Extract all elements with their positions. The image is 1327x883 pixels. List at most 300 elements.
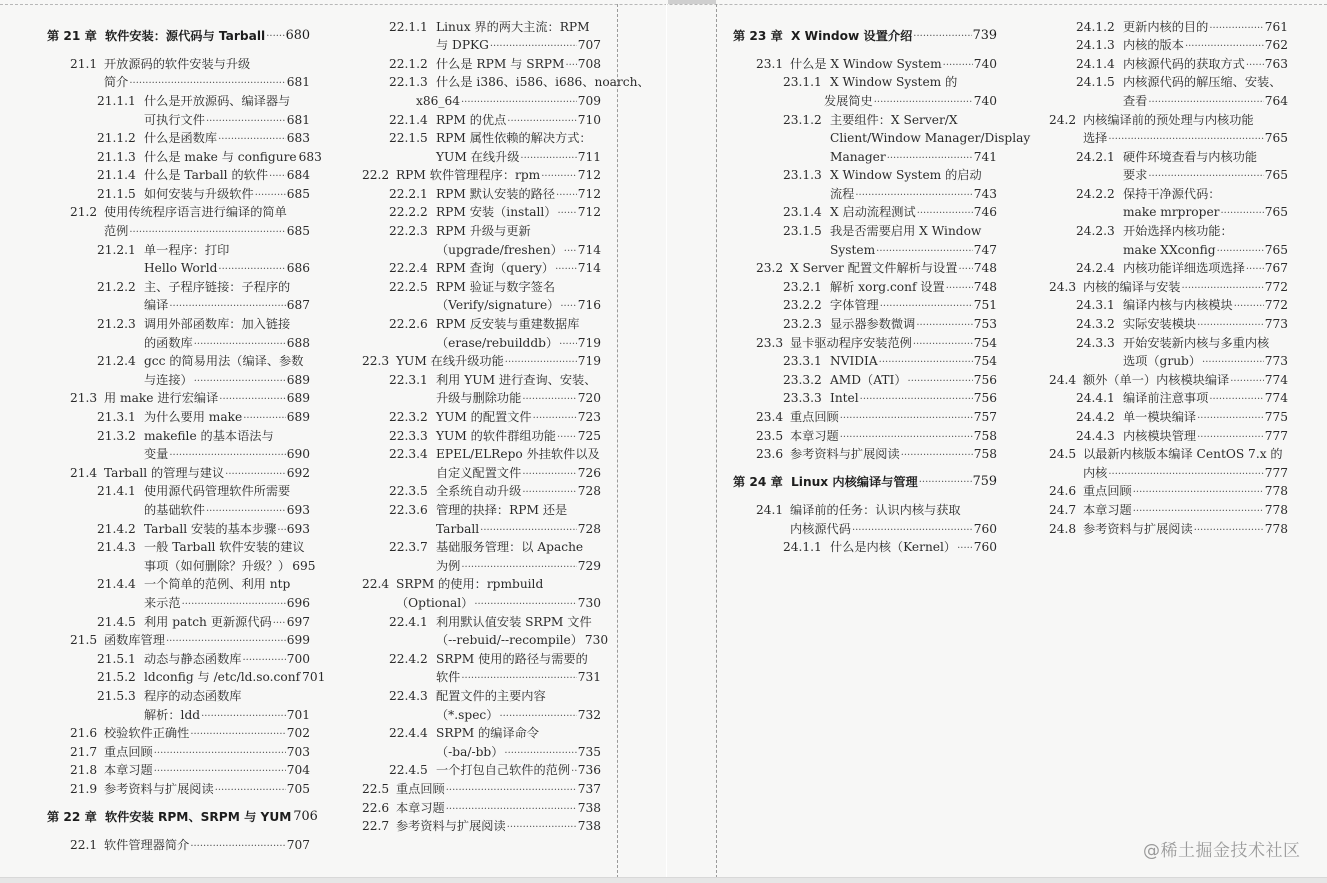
toc-page-number: 773: [1264, 354, 1288, 368]
toc-title: 开始安装新内核与多重内核: [1123, 336, 1270, 350]
toc-number: 24.8: [1049, 522, 1077, 536]
dot-leader: [919, 473, 972, 491]
dot-leader: [908, 371, 973, 389]
toc-number: 24.1: [756, 503, 784, 517]
toc-subsection-entry[interactable]: [389, 129, 601, 147]
toc-number: 21.5.3: [97, 689, 136, 703]
toc-subsection-entry[interactable]: [389, 389, 601, 407]
dot-leader: [218, 129, 286, 147]
dot-leader: [1230, 371, 1263, 389]
toc-page-number: 696: [286, 596, 310, 610]
toc-subsection-entry[interactable]: [1076, 352, 1288, 370]
toc-subsection-entry[interactable]: [97, 129, 310, 147]
toc-section-entry[interactable]: [70, 389, 310, 407]
toc-section-entry[interactable]: [362, 594, 601, 612]
toc-number: 23.1.4: [783, 205, 822, 219]
toc-title: 单一模块编译: [1123, 410, 1197, 424]
toc-subsection-entry[interactable]: [97, 520, 310, 538]
toc-subsection-entry[interactable]: [389, 501, 601, 519]
toc-page-number: 753: [973, 317, 997, 331]
toc-section-entry[interactable]: [70, 780, 310, 798]
toc-title: 什么是开放源码、编译器与: [144, 94, 291, 108]
toc-title: 编译前注意事项: [1123, 391, 1209, 405]
toc-title: 什么是内核（Kernel）: [830, 540, 957, 554]
toc-subsection-entry[interactable]: [97, 166, 310, 184]
toc-title: 流程: [830, 187, 855, 201]
toc-subsection-entry[interactable]: [1076, 36, 1288, 54]
toc-page-number: 765: [1264, 205, 1288, 219]
page-fold-line-right: [716, 4, 717, 878]
toc-number: 24.3: [1049, 280, 1077, 294]
toc-section-entry[interactable]: [70, 836, 310, 854]
toc-number: 22.2.1: [389, 187, 428, 201]
toc-subsection-entry[interactable]: [389, 631, 609, 649]
toc-subsection-entry[interactable]: [1076, 92, 1288, 110]
toc-subsection-entry[interactable]: [389, 482, 601, 500]
toc-title: 一般 Tarball 软件安装的建议: [144, 540, 305, 554]
dot-leader: [215, 780, 286, 798]
toc-title: YUM 在线升级功能: [396, 354, 504, 368]
toc-section-entry[interactable]: [70, 464, 310, 482]
dot-leader: [446, 780, 577, 798]
toc-subsection-entry[interactable]: [1076, 203, 1288, 221]
toc-title: 管理的抉择：RPM 还是: [436, 503, 568, 517]
toc-title: 什么是 make 与 configure: [144, 150, 297, 164]
toc-title: 查看: [1123, 94, 1148, 108]
toc-subsection-entry[interactable]: [97, 148, 322, 166]
toc-title: 编译前的任务：认识内核与获取: [790, 503, 961, 517]
toc-section-entry[interactable]: [756, 427, 997, 445]
toc-page-number: 712: [577, 168, 601, 182]
toc-subsection-entry[interactable]: [783, 185, 997, 203]
toc-page-number: 758: [973, 447, 997, 461]
toc-page-number: 760: [973, 522, 997, 536]
toc-subsection-entry[interactable]: [97, 445, 310, 463]
toc-title: 什么是 RPM 与 SRPM: [436, 57, 565, 71]
toc-subsection-entry[interactable]: [389, 408, 601, 426]
toc-title: 参考资料与扩展阅读: [790, 447, 900, 461]
toc-number: 21.2.4: [97, 354, 136, 368]
dot-leader: [218, 259, 285, 277]
toc-number: 22.3.4: [389, 447, 428, 461]
toc-subsection-entry[interactable]: [389, 427, 601, 445]
toc-page-number: 685: [286, 187, 310, 201]
toc-number: 23.2: [756, 261, 784, 275]
toc-subsection-entry[interactable]: [389, 613, 601, 631]
toc-subsection-entry[interactable]: [1076, 55, 1288, 73]
toc-subsection-entry[interactable]: [389, 687, 601, 705]
dot-leader: [269, 166, 286, 184]
toc-subsection-entry[interactable]: [1076, 427, 1288, 445]
dot-leader: [190, 724, 285, 742]
toc-page-number: 683: [286, 131, 310, 145]
toc-page-number: 778: [1264, 484, 1288, 498]
toc-section-entry[interactable]: [756, 259, 997, 277]
toc-subsection-entry[interactable]: [97, 650, 310, 668]
toc-number: 第 22 章: [47, 810, 97, 824]
toc-number: 23.1.2: [783, 113, 822, 127]
toc-page-number: 707: [286, 838, 310, 852]
toc-subsection-entry[interactable]: [783, 203, 997, 221]
toc-section-entry[interactable]: [362, 575, 601, 593]
dot-leader: [169, 296, 285, 314]
toc-section-entry[interactable]: [70, 222, 310, 240]
toc-subsection-entry[interactable]: [1076, 18, 1288, 36]
toc-subsection-entry[interactable]: [97, 706, 310, 724]
toc-subsection-entry[interactable]: [97, 111, 310, 129]
toc-page-number: 772: [1264, 298, 1288, 312]
toc-title: 使用源代码管理软件所需要: [144, 484, 291, 498]
toc-title: 解析：ldd: [144, 708, 201, 722]
toc-subsection-entry[interactable]: [97, 185, 310, 203]
toc-page-number: 748: [973, 261, 997, 275]
toc-number: 22.3.7: [389, 540, 428, 554]
toc-section-entry[interactable]: [362, 166, 601, 184]
toc-page-number: 710: [577, 113, 601, 127]
toc-subsection-entry[interactable]: [389, 185, 601, 203]
toc-section-entry[interactable]: [70, 73, 310, 91]
toc-subsection-entry[interactable]: [389, 650, 601, 668]
toc-page-number: 778: [1264, 522, 1288, 536]
toc-subsection-entry[interactable]: [389, 259, 601, 277]
toc-subsection-entry[interactable]: [389, 148, 601, 166]
toc-subsection-entry[interactable]: [1076, 315, 1288, 333]
toc-subsection-entry[interactable]: [97, 408, 310, 426]
toc-section-entry[interactable]: [70, 631, 310, 649]
dot-leader: [958, 259, 972, 277]
dot-leader: [505, 352, 577, 370]
toc-number: 21.4.2: [97, 522, 136, 536]
toc-section-entry[interactable]: [756, 55, 997, 73]
toc-title: Linux 内核编译与管理: [791, 475, 918, 489]
toc-section-entry[interactable]: [362, 817, 601, 835]
dot-leader: [879, 352, 973, 370]
toc-number: 24.7: [1049, 503, 1077, 517]
toc-page-number: 708: [577, 57, 601, 71]
toc-title: （-ba/-bb）: [436, 745, 504, 759]
toc-subsection-entry[interactable]: [783, 241, 997, 259]
toc-title: 更新内核的目的: [1123, 20, 1209, 34]
toc-subsection-entry[interactable]: [1076, 334, 1288, 352]
toc-subsection-entry[interactable]: [1076, 73, 1288, 91]
toc-subsection-entry[interactable]: [389, 706, 601, 724]
toc-subsection-entry[interactable]: [389, 278, 601, 296]
toc-subsection-entry[interactable]: [97, 575, 310, 593]
toc-subsection-entry[interactable]: [1076, 166, 1288, 184]
toc-title: 内核: [1083, 466, 1108, 480]
toc-chapter-entry[interactable]: [47, 27, 310, 45]
toc-subsection-entry[interactable]: [1076, 296, 1288, 314]
toc-title: Linux 界的两大主流：RPM: [436, 20, 590, 34]
toc-subsection-entry[interactable]: [783, 222, 997, 240]
toc-subsection-entry[interactable]: [389, 296, 601, 314]
toc-subsection-entry[interactable]: [783, 371, 997, 389]
toc-number: 21.5.1: [97, 652, 136, 666]
toc-number: 22.2.2: [389, 205, 428, 219]
toc-number: 22.5: [362, 782, 390, 796]
toc-subsection-entry[interactable]: [389, 315, 601, 333]
toc-section-entry[interactable]: [70, 743, 310, 761]
toc-page-number: 728: [577, 522, 601, 536]
dot-leader: [1209, 18, 1263, 36]
toc-page-number: 690: [286, 447, 310, 461]
toc-subsection-entry[interactable]: [389, 724, 601, 742]
toc-subsection-entry[interactable]: [97, 278, 310, 296]
toc-section-entry[interactable]: [1049, 464, 1288, 482]
toc-subsection-entry[interactable]: [97, 482, 310, 500]
dot-leader: [1108, 464, 1263, 482]
toc-page-number: 765: [1264, 168, 1288, 182]
toc-title: 内核的编译与安装: [1083, 280, 1181, 294]
toc-subsection-entry[interactable]: [97, 501, 310, 519]
toc-title: RPM 安装（install）: [436, 205, 557, 219]
dot-leader: [901, 445, 973, 463]
toc-number: 24.2.4: [1076, 261, 1115, 275]
dot-leader: [1246, 55, 1264, 73]
toc-page-number: 726: [577, 466, 601, 480]
toc-title: 内核源代码的解压缩、安装、: [1123, 75, 1282, 89]
toc-page-number: 732: [577, 708, 601, 722]
toc-subsection-entry[interactable]: [783, 538, 997, 556]
toc-subsection-entry[interactable]: [97, 352, 310, 370]
toc-subsection-entry[interactable]: [389, 203, 601, 221]
toc-section-entry[interactable]: [1049, 278, 1288, 296]
toc-page-number: 738: [577, 801, 601, 815]
toc-title: Tarball: [436, 522, 480, 536]
toc-title: RPM 的优点: [436, 113, 507, 127]
toc-title: Tarball 安装的基本步骤: [144, 522, 277, 536]
toc-section-entry[interactable]: [756, 520, 997, 538]
toc-subsection-entry[interactable]: [783, 148, 997, 166]
toc-title: 范例: [104, 224, 129, 238]
toc-subsection-entry[interactable]: [97, 594, 310, 612]
toc-section-entry[interactable]: [756, 501, 997, 519]
toc-subsection-entry[interactable]: [389, 111, 601, 129]
toc-subsection-entry[interactable]: [1076, 241, 1288, 259]
toc-title: 可执行文件: [144, 113, 205, 127]
toc-number: 21.1.2: [97, 131, 136, 145]
toc-subsection-entry[interactable]: [783, 389, 997, 407]
dot-leader: [225, 464, 286, 482]
toc-subsection-entry[interactable]: [389, 557, 601, 575]
toc-subsection-entry[interactable]: [783, 296, 997, 314]
toc-subsection-entry[interactable]: [389, 668, 601, 686]
toc-section-entry[interactable]: [1049, 445, 1288, 463]
toc-subsection-entry[interactable]: [389, 222, 601, 240]
toc-subsection-entry[interactable]: [389, 520, 601, 538]
toc-title: SRPM 的使用：rpmbuild: [396, 577, 544, 591]
toc-subsection-entry[interactable]: [783, 92, 997, 110]
dot-leader: [446, 799, 577, 817]
dot-leader: [533, 408, 577, 426]
toc-page-number: 692: [286, 466, 310, 480]
toc-subsection-entry[interactable]: [1076, 148, 1288, 166]
toc-number: 24.2: [1049, 113, 1077, 127]
toc-section-entry[interactable]: [756, 334, 997, 352]
toc-title: 单一程序：打印: [144, 243, 230, 257]
toc-section-entry[interactable]: [756, 445, 997, 463]
toc-page-number: 688: [286, 336, 310, 350]
toc-page-number: 774: [1264, 391, 1288, 405]
toc-number: 24.1.1: [783, 540, 822, 554]
toc-subsection-entry[interactable]: [1076, 259, 1288, 277]
toc-page-number: 756: [973, 373, 997, 387]
toc-number: 23.3: [756, 336, 784, 350]
toc-title: 与 DPKG: [436, 38, 489, 52]
toc-page-number: 731: [577, 670, 601, 684]
toc-page-number: 746: [973, 205, 997, 219]
toc-title: 使用传统程序语言进行编译的简单: [104, 205, 287, 219]
toc-subsection-entry[interactable]: [97, 334, 310, 352]
toc-title: ldconfig 与 /etc/ld.so.conf: [144, 670, 301, 684]
toc-title: Intel: [830, 391, 859, 405]
toc-subsection-entry[interactable]: [389, 538, 601, 556]
toc-subsection-entry[interactable]: [97, 557, 316, 575]
dot-leader: [556, 185, 577, 203]
toc-page-number: 758: [973, 429, 997, 443]
toc-section-entry[interactable]: [1049, 501, 1288, 519]
toc-section-entry[interactable]: [70, 203, 310, 221]
toc-subsection-entry[interactable]: [97, 371, 310, 389]
dot-leader: [1194, 520, 1264, 538]
toc-title: 调用外部函数库：加入链接: [144, 317, 291, 331]
toc-chapter-entry[interactable]: [47, 808, 318, 826]
page-top-tab: [668, 0, 716, 4]
dot-leader: [480, 520, 577, 538]
toc-title: YUM 的配置文件: [436, 410, 532, 424]
toc-section-entry[interactable]: [1049, 111, 1288, 129]
toc-subsection-entry[interactable]: [97, 538, 310, 556]
toc-section-entry[interactable]: [70, 55, 310, 73]
toc-subsection-entry[interactable]: [389, 464, 601, 482]
toc-chapter-entry[interactable]: [733, 473, 997, 491]
toc-subsection-entry[interactable]: [97, 613, 310, 631]
toc-number: 24.1.5: [1076, 75, 1115, 89]
dot-leader: [474, 594, 576, 612]
toc-subsection-entry[interactable]: [389, 371, 601, 389]
toc-subsection-entry[interactable]: [389, 73, 650, 91]
toc-subsection-entry[interactable]: [97, 315, 310, 333]
toc-number: 23.1: [756, 57, 784, 71]
toc-subsection-entry[interactable]: [389, 241, 601, 259]
toc-subsection-entry[interactable]: [97, 427, 310, 445]
toc-subsection-entry[interactable]: [389, 92, 601, 110]
toc-subsection-entry[interactable]: [97, 241, 310, 259]
toc-subsection-entry[interactable]: [1076, 222, 1288, 240]
dot-leader: [520, 148, 576, 166]
toc-number: 24.2.3: [1076, 224, 1115, 238]
toc-subsection-entry[interactable]: [97, 259, 310, 277]
toc-title: （Verify/signature）: [436, 298, 560, 312]
toc-page-number: 740: [973, 94, 997, 108]
toc-page-number: 754: [973, 354, 997, 368]
toc-title: （*.spec）: [436, 708, 499, 722]
toc-number: 22.1.2: [389, 57, 428, 71]
toc-title: 内核源代码的获取方式: [1123, 57, 1245, 71]
toc-subsection-entry[interactable]: [389, 36, 601, 54]
toc-subsection-entry[interactable]: [97, 668, 326, 686]
toc-chapter-entry[interactable]: [733, 27, 997, 45]
toc-subsection-entry[interactable]: [783, 278, 997, 296]
toc-number: 23.4: [756, 410, 784, 424]
toc-title: 重点回顾: [790, 410, 839, 424]
toc-title: RPM 默认安装的路径: [436, 187, 556, 201]
toc-section-entry[interactable]: [1049, 482, 1288, 500]
toc-subsection-entry[interactable]: [389, 18, 601, 36]
toc-number: 第 24 章: [733, 475, 783, 489]
toc-title: 什么是 i386、i586、i686、noarch、: [436, 75, 650, 89]
toc-page-number: 767: [1264, 261, 1288, 275]
toc-subsection-entry[interactable]: [1076, 185, 1288, 203]
toc-subsection-entry[interactable]: [783, 111, 997, 129]
toc-subsection-entry[interactable]: [97, 687, 310, 705]
toc-subsection-entry[interactable]: [389, 445, 601, 463]
toc-section-entry[interactable]: [1049, 520, 1288, 538]
toc-subsection-entry[interactable]: [389, 334, 601, 352]
toc-title: 内核编译前的预处理与内核功能: [1083, 113, 1254, 127]
book-gutter: [666, 4, 667, 878]
toc-page-number: 714: [577, 261, 601, 275]
toc-section-entry[interactable]: [70, 724, 310, 742]
toc-subsection-entry[interactable]: [783, 73, 997, 91]
toc-page-number: 702: [286, 726, 310, 740]
dot-leader: [946, 278, 973, 296]
toc-subsection-entry[interactable]: [783, 166, 997, 184]
dot-leader: [887, 148, 973, 166]
toc-subsection-entry[interactable]: [97, 92, 310, 110]
toc-page-number: 775: [1264, 410, 1288, 424]
toc-subsection-entry[interactable]: [1076, 408, 1288, 426]
toc-subsection-entry[interactable]: [783, 129, 1031, 147]
toc-number: 21.3.1: [97, 410, 136, 424]
toc-page-number: 764: [1264, 94, 1288, 108]
toc-section-entry[interactable]: [1049, 129, 1288, 147]
toc-page-number: 760: [973, 540, 997, 554]
toc-title: Manager: [830, 150, 886, 164]
toc-subsection-entry[interactable]: [783, 352, 997, 370]
toc-section-entry[interactable]: [362, 352, 601, 370]
dot-leader: [565, 55, 576, 73]
dot-leader: [243, 408, 286, 426]
toc-section-entry[interactable]: [362, 780, 601, 798]
dot-leader: [490, 36, 577, 54]
toc-number: 22.1: [70, 838, 98, 852]
dot-leader: [206, 501, 286, 519]
dot-leader: [557, 427, 577, 445]
toc-subsection-entry[interactable]: [389, 761, 601, 779]
toc-subsection-entry[interactable]: [783, 315, 997, 333]
toc-subsection-entry[interactable]: [97, 296, 310, 314]
toc-title: X Window System 的: [830, 75, 958, 89]
toc-subsection-entry[interactable]: [389, 55, 601, 73]
toc-section-entry[interactable]: [70, 761, 310, 779]
toc-title: 利用 YUM 进行查询、安装、: [436, 373, 597, 387]
toc-section-entry[interactable]: [756, 408, 997, 426]
toc-section-entry[interactable]: [362, 799, 601, 817]
dot-leader: [461, 668, 576, 686]
watermark: @稀土掘金技术社区: [1143, 841, 1301, 861]
toc-number: 21.1.1: [97, 94, 136, 108]
toc-number: 22.6: [362, 801, 390, 815]
dot-leader: [1197, 408, 1264, 426]
dot-leader: [182, 594, 286, 612]
toc-title: 校验软件正确性: [104, 726, 190, 740]
toc-subsection-entry[interactable]: [389, 743, 601, 761]
toc-section-entry[interactable]: [1049, 371, 1288, 389]
toc-page-number: 743: [973, 187, 997, 201]
dot-leader: [190, 836, 285, 854]
toc-subsection-entry[interactable]: [1076, 389, 1288, 407]
